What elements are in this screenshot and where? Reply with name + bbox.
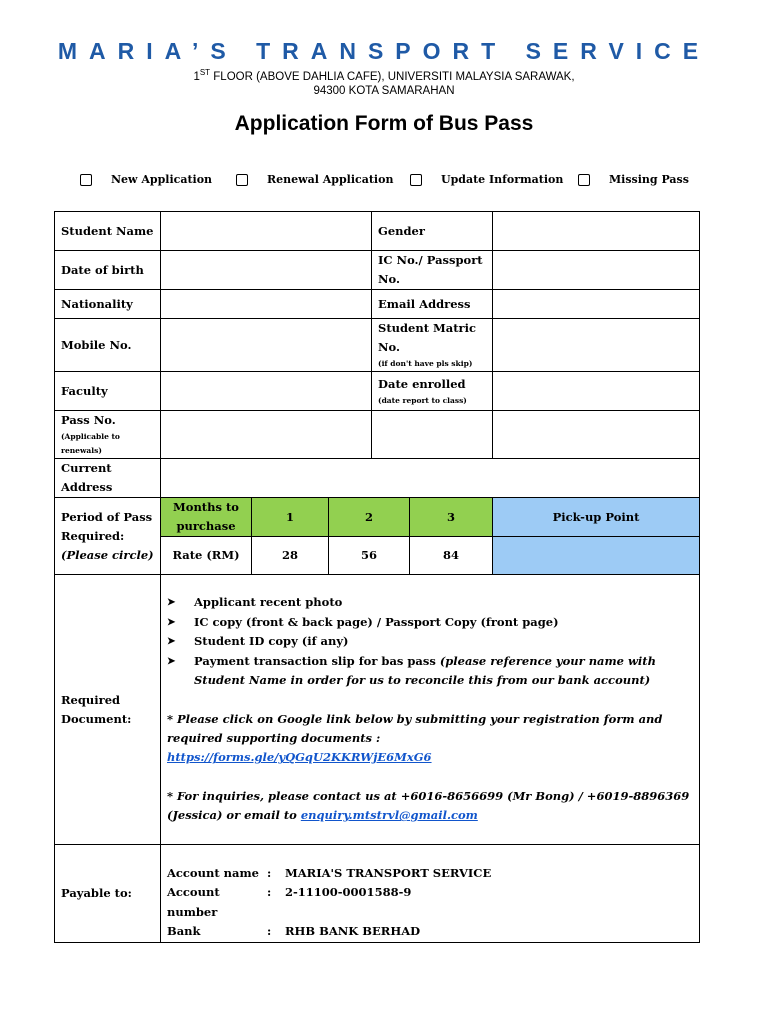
input-pass-no-extra[interactable] xyxy=(493,411,700,459)
google-form-link[interactable]: https://forms.gle/yQGqU2KKRWjE6MxG6 xyxy=(167,750,432,765)
input-ic-passport[interactable] xyxy=(493,251,700,290)
input-pickup-point[interactable] xyxy=(493,537,700,575)
label-ic-passport: IC No./ Passport No. xyxy=(372,251,493,290)
label-period-of-pass: Period of Pass Required: (Please circle) xyxy=(55,498,161,575)
contact-email-link[interactable]: enquiry.mtstrvl@gmail.com xyxy=(300,808,478,823)
application-form-table xyxy=(54,211,700,943)
rate-1: 28 xyxy=(252,537,329,575)
month-option-1[interactable]: 1 xyxy=(252,498,329,537)
label-student-name: Student Name xyxy=(55,212,161,251)
label-payable-to: Payable to: xyxy=(55,845,161,943)
label-faculty: Faculty xyxy=(55,372,161,411)
checkbox-icon[interactable] xyxy=(236,174,248,186)
label-nationality: Nationality xyxy=(55,290,161,319)
blank-cell xyxy=(372,411,493,459)
input-gender[interactable] xyxy=(493,212,700,251)
arrow-bullet-icon: ➤ xyxy=(167,597,176,609)
checkbox-icon[interactable] xyxy=(578,174,590,186)
arrow-bullet-icon: ➤ xyxy=(167,616,176,628)
pickup-point-label: Pick-up Point xyxy=(493,498,700,537)
input-student-name[interactable] xyxy=(161,212,372,251)
months-to-purchase-label: Months to purchase xyxy=(161,498,252,537)
input-faculty[interactable] xyxy=(161,372,372,411)
list-item: ➤ Payment transaction slip for bas pass (please reference your name with Student Name in order for us to reconcile this from our bank account) xyxy=(167,653,656,688)
application-type-options xyxy=(0,173,768,191)
option-update-information[interactable]: Update Information xyxy=(410,173,563,186)
label-date-enrolled: Date enrolled (date report to class) xyxy=(372,372,493,411)
label-pass-no: Pass No. (Applicable to renewals) xyxy=(55,411,161,459)
month-option-2[interactable]: 2 xyxy=(329,498,410,537)
month-option-3[interactable]: 3 xyxy=(410,498,493,537)
input-student-matric[interactable] xyxy=(493,319,700,372)
input-date-of-birth[interactable] xyxy=(161,251,372,290)
address-line-2: 94300 KOTA SAMARAHAN xyxy=(313,85,455,97)
label-student-matric: Student Matric No. (if don't have pls skip) xyxy=(372,319,493,372)
inquiry-note: * For inquiries, please contact us at +6016-8656699 (Mr Bong) / +6019-8896369 (Jessica) or email to enquiry.mtstrvl@gmail.com xyxy=(167,788,690,823)
input-current-address[interactable] xyxy=(161,459,700,498)
label-email-address: Email Address xyxy=(372,290,493,319)
form-title: Application Form of Bus Pass xyxy=(234,112,534,135)
list-item: ➤ IC copy (front & back page) / Passport Copy (front page) xyxy=(167,613,693,632)
payable-details xyxy=(161,845,700,943)
input-email-address[interactable] xyxy=(493,290,700,319)
option-new-application[interactable]: New Application xyxy=(80,173,212,186)
label-gender: Gender xyxy=(372,212,493,251)
label-required-document: Required Document: xyxy=(55,575,161,845)
arrow-bullet-icon: ➤ xyxy=(167,636,176,648)
option-missing-pass[interactable]: Missing Pass xyxy=(578,173,689,186)
required-document-content xyxy=(161,575,700,845)
google-link-note: * Please click on Google link below by submitting your registration form and required supporting documents : xyxy=(167,711,663,745)
payable-row-bank: Bank : RHB BANK BERHAD xyxy=(167,924,421,939)
list-item: ➤ Applicant recent photo xyxy=(167,593,693,612)
rate-label: Rate (RM) xyxy=(161,537,252,575)
company-name: MARIA’S TRANSPORT SERVICE xyxy=(57,38,711,64)
list-item: ➤ Student ID copy (if any) xyxy=(167,632,693,651)
option-renewal-application[interactable]: Renewal Application xyxy=(236,173,393,186)
checkbox-icon[interactable] xyxy=(410,174,422,186)
label-date-of-birth: Date of birth xyxy=(55,251,161,290)
input-nationality[interactable] xyxy=(161,290,372,319)
address-line-1: 1ST FLOOR (ABOVE DAHLIA CAFE), UNIVERSITI MALAYSIA SARAWAK, xyxy=(193,68,575,83)
required-document-list xyxy=(167,593,693,690)
rate-3: 84 xyxy=(410,537,493,575)
arrow-bullet-icon: ➤ xyxy=(167,655,176,667)
label-mobile-no: Mobile No. xyxy=(55,319,161,372)
input-mobile-no[interactable] xyxy=(161,319,372,372)
input-pass-no[interactable] xyxy=(161,411,372,459)
checkbox-icon[interactable] xyxy=(80,174,92,186)
label-current-address: Current Address xyxy=(55,459,161,498)
rate-2: 56 xyxy=(329,537,410,575)
payable-row-account-number: Account number : 2-11100-0001588-9 xyxy=(167,885,412,919)
input-date-enrolled[interactable] xyxy=(493,372,700,411)
payable-row-account-name: Account name : MARIA'S TRANSPORT SERVICE xyxy=(167,866,492,880)
